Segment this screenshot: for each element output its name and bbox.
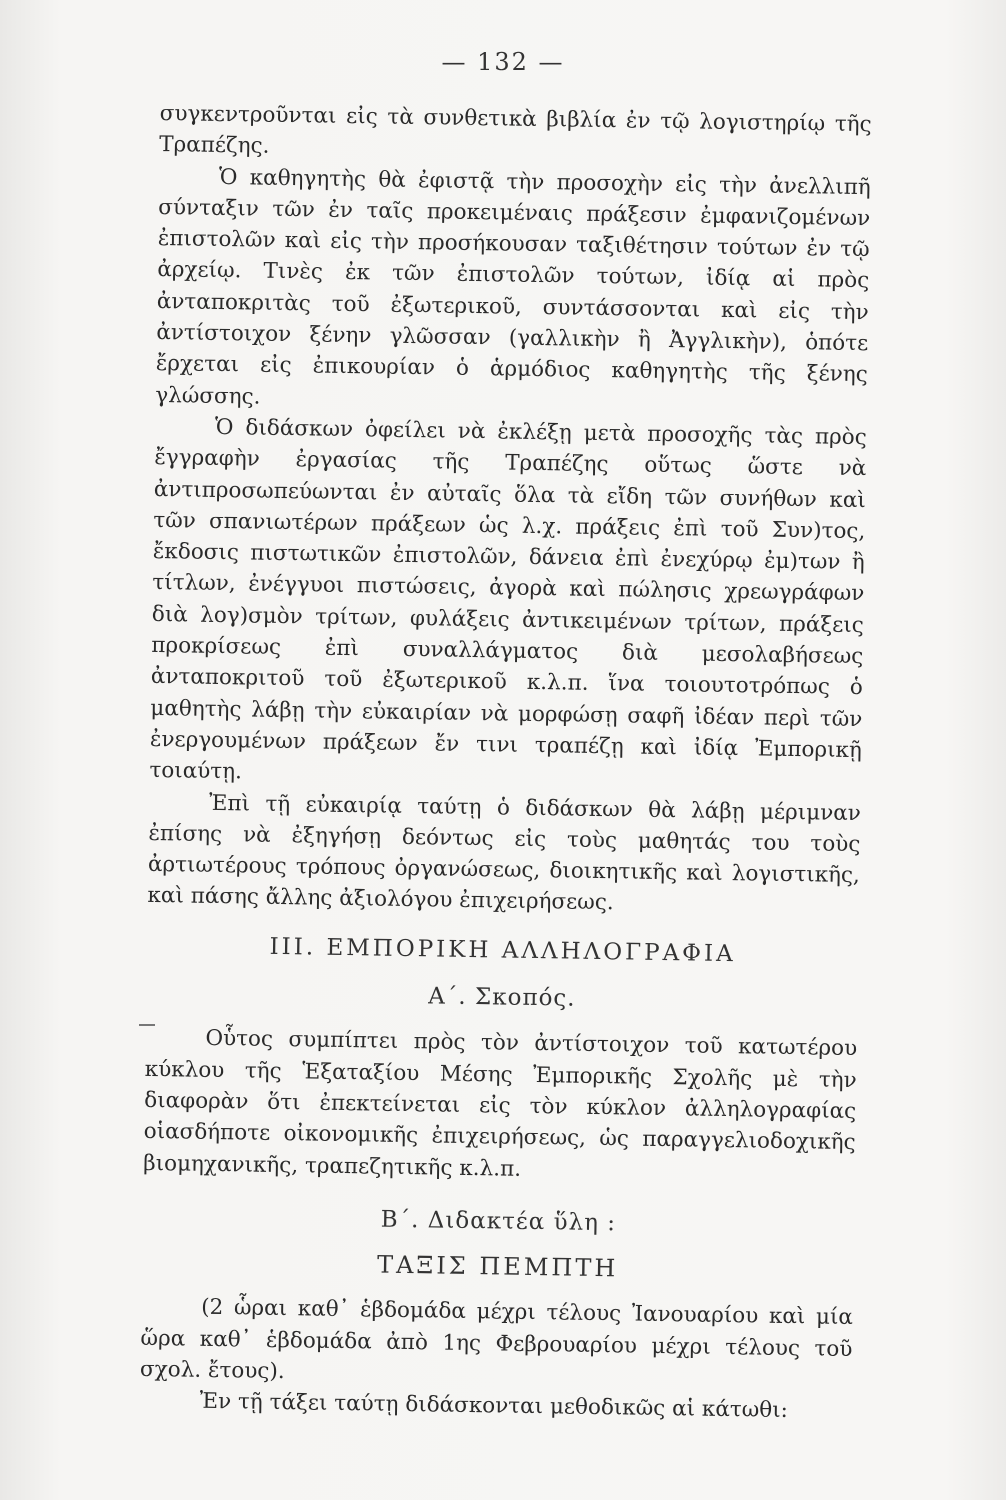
page-body [139, 98, 872, 1428]
paragraph-continuation: συγκεντροῦνται εἰς τὰ συνθετικὰ βιβλία ἐν τῷ λογιστηρίῳ τῆς Τραπέζης. [159, 100, 872, 160]
subheading-purpose: Α΄. Σκοπός. [428, 983, 576, 1012]
class-heading: ΤΑΞΙΣ ΠΕΜΠΤΗ [376, 1250, 619, 1283]
paragraph-organization: Ἐπὶ τῇ εὐκαιρίᾳ ταύτῃ ὁ διδάσκων θὰ λάβῃ μέριμναν ἐπίσης νὰ ἐξηγήσῃ δεόντως εἰς τοὺς μαθητάς του τοὺς ἀρτιωτέρους τρόπους ὀργανώσεως, διοικητικῆς καὶ λογιστικῆς, καὶ πάσης ἄλλης ἀξιολόγου ἐπιχειρήσεως. [147, 790, 862, 916]
paragraph-bank-operations: Ὁ διδάσκων ὀφείλει νὰ ἐκλέξῃ μετὰ προσοχῆς τὰς πρὸς ἔγγραφὴν ἐργασίας τῆς Τραπέζης οὕτως ὥστε νὰ ἀντιπροσωπεύωνται ἐν αὐταῖς ὅλα τὰ εἴδη τῶν συνήθων καὶ τῶν σπανιωτέρων πράξεων ὡς λ.χ. πράξεις ἐπὶ τοῦ Συν)τος, ἔκδοσις πιστωτικῶν ἐπιστολῶν, δάνεια ἐπὶ ἐνεχύρῳ ἐμ)των ἢ τίτλων, ἐνέγγυοι πιστώσεις, ἀγορὰ καὶ πώλησις χρεωγράφων διὰ λογ)σμὸν τρίτων, φυλάξεις ἀντικειμένων τρίτων, πράξεις προκρίσεως ἐπὶ συναλλάγματος διὰ μεσολαβήσεως ἀνταποκριτοῦ τοῦ ἐξωτερικοῦ κ.λ.π. ἵνα τοιουτοτρόπως ὁ μαθητὴς λάβῃ τὴν εὐκαιρίαν νὰ μορφώσῃ σαφῆ ἰδέαν περὶ τῶν ἐνεργουμένων πράξεων ἔν τινι τραπέζῃ καὶ ἰδίᾳ Ἐμπορικῇ τοιαύτῃ. [149, 414, 867, 785]
subheading-syllabus: Β΄. Διδακτέα ὕλη : [380, 1206, 617, 1237]
paragraph-taught-topics: Ἐν τῇ τάξει ταύτῃ διδάσκονται μεθοδικῶς αἱ κάτωθι: [199, 1389, 789, 1424]
paragraph-purpose: Οὗτος συμπίπτει πρὸς τὸν ἀντίστοιχον τοῦ κατωτέρου κύκλου τῆς Ἑξαταξίου Μέσης Ἐμπορικῆς Σχολῆς μὲ τὴν διαφορὰν ὅτι ἐπεκτείνεται εἰς τὸν κύκλον ἀλληλογραφίας οἱασδήποτε οἰκονομικῆς ἐπιχειρήσεως, ὡς παραγγελιοδοχικῆς βιομηχανικῆς, τραπεζητικῆς κ.λ.π. [143, 1026, 858, 1182]
paragraph-teacher-attention: Ὁ καθηγητὴς θὰ ἐφιστᾷ τὴν προσοχὴν εἰς τὴν ἀνελλιπῆ σύνταξιν τῶν ἐν ταῖς προκειμέναις πράξεσιν ἐμφανιζομένων ἐπιστολῶν καὶ εἰς τὴν προσήκουσαν ταξιθέτησιν τούτων ἐν τῷ ἀρχείῳ. Τινὲς ἐκ τῶν ἐπιστολῶν τούτων, ἰδίᾳ αἱ πρὸς ἀνταποκριτὰς τοῦ ἐξωτερικοῦ, συντάσσονται καὶ εἰς τὴν ἀντίστοιχον ξένην γλῶσσαν (γαλλικὴν ἢ Ἀγγλικὴν), ὁπότε ἔρχεται εἰς ἐπικουρίαν ὁ ἁρμόδιος καθηγητὴς τῆς ξένης γλώσσης. [155, 164, 871, 410]
margin-dash [139, 1024, 155, 1026]
page-number: — 132 — [441, 48, 565, 76]
section-heading: III. ΕΜΠΟΡΙΚΗ ΑΛΛΗΛΟΓΡΑΦΙΑ [269, 933, 736, 967]
paragraph-hours: (2 ὧραι καθ᾽ ἑβδομάδα μέχρι τέλους Ἰανουαρίου καὶ μία ὥρα καθ᾽ ἑβδομάδα ἀπὸ 1ης Φεβρουαρίου μέχρι τέλους τοῦ σχολ. ἔτους). [139, 1295, 854, 1385]
